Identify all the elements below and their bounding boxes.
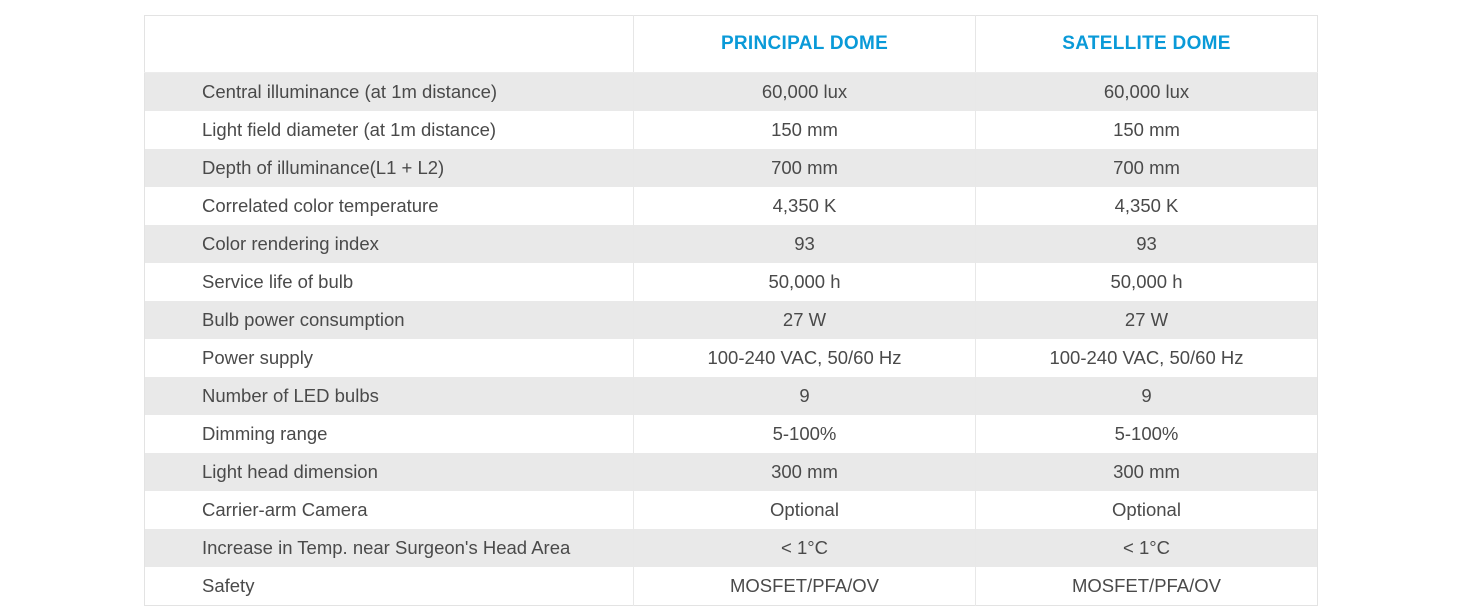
satellite-value: 9 [976,377,1318,415]
row-label: Color rendering index [145,225,634,263]
table-row [145,415,1318,453]
principal-value: 5-100% [634,415,976,453]
row-label: Central illuminance (at 1m distance) [145,73,634,112]
table-row [145,73,1318,112]
table-row [145,187,1318,225]
table-row [145,149,1318,187]
satellite-value: 150 mm [976,111,1318,149]
principal-value: 150 mm [634,111,976,149]
table-row [145,529,1318,567]
table-row [145,567,1318,606]
row-label: Carrier-arm Camera [145,491,634,529]
row-label: Bulb power consumption [145,301,634,339]
satellite-value: Optional [976,491,1318,529]
satellite-value: 27 W [976,301,1318,339]
principal-value: 9 [634,377,976,415]
table-row [145,111,1318,149]
satellite-value: < 1°C [976,529,1318,567]
row-label: Light field diameter (at 1m distance) [145,111,634,149]
principal-value: MOSFET/PFA/OV [634,567,976,606]
row-label: Correlated color temperature [145,187,634,225]
spec-comparison-table [144,15,1318,606]
satellite-value: 93 [976,225,1318,263]
satellite-value: 700 mm [976,149,1318,187]
row-label: Service life of bulb [145,263,634,301]
header-principal-dome: PRINCIPAL DOME [634,16,976,73]
row-label: Dimming range [145,415,634,453]
header-empty-cell [145,16,634,73]
principal-value: 60,000 lux [634,73,976,112]
table-row [145,263,1318,301]
row-label: Depth of illuminance(L1 + L2) [145,149,634,187]
table-row [145,377,1318,415]
row-label: Power supply [145,339,634,377]
principal-value: 50,000 h [634,263,976,301]
table-row [145,491,1318,529]
principal-value: 300 mm [634,453,976,491]
header-satellite-dome: SATELLITE DOME [976,16,1318,73]
principal-value: 700 mm [634,149,976,187]
table-row [145,453,1318,491]
satellite-value: 50,000 h [976,263,1318,301]
satellite-value: 100-240 VAC, 50/60 Hz [976,339,1318,377]
row-label: Increase in Temp. near Surgeon's Head Area [145,529,634,567]
satellite-value: 4,350 K [976,187,1318,225]
table-header-row [145,16,1318,73]
table-row [145,301,1318,339]
table-row [145,339,1318,377]
satellite-value: 300 mm [976,453,1318,491]
principal-value: < 1°C [634,529,976,567]
principal-value: 100-240 VAC, 50/60 Hz [634,339,976,377]
satellite-value: 5-100% [976,415,1318,453]
row-label: Light head dimension [145,453,634,491]
principal-value: 27 W [634,301,976,339]
satellite-value: 60,000 lux [976,73,1318,112]
satellite-value: MOSFET/PFA/OV [976,567,1318,606]
principal-value: 93 [634,225,976,263]
principal-value: 4,350 K [634,187,976,225]
table-row [145,225,1318,263]
row-label: Number of LED bulbs [145,377,634,415]
row-label: Safety [145,567,634,606]
principal-value: Optional [634,491,976,529]
